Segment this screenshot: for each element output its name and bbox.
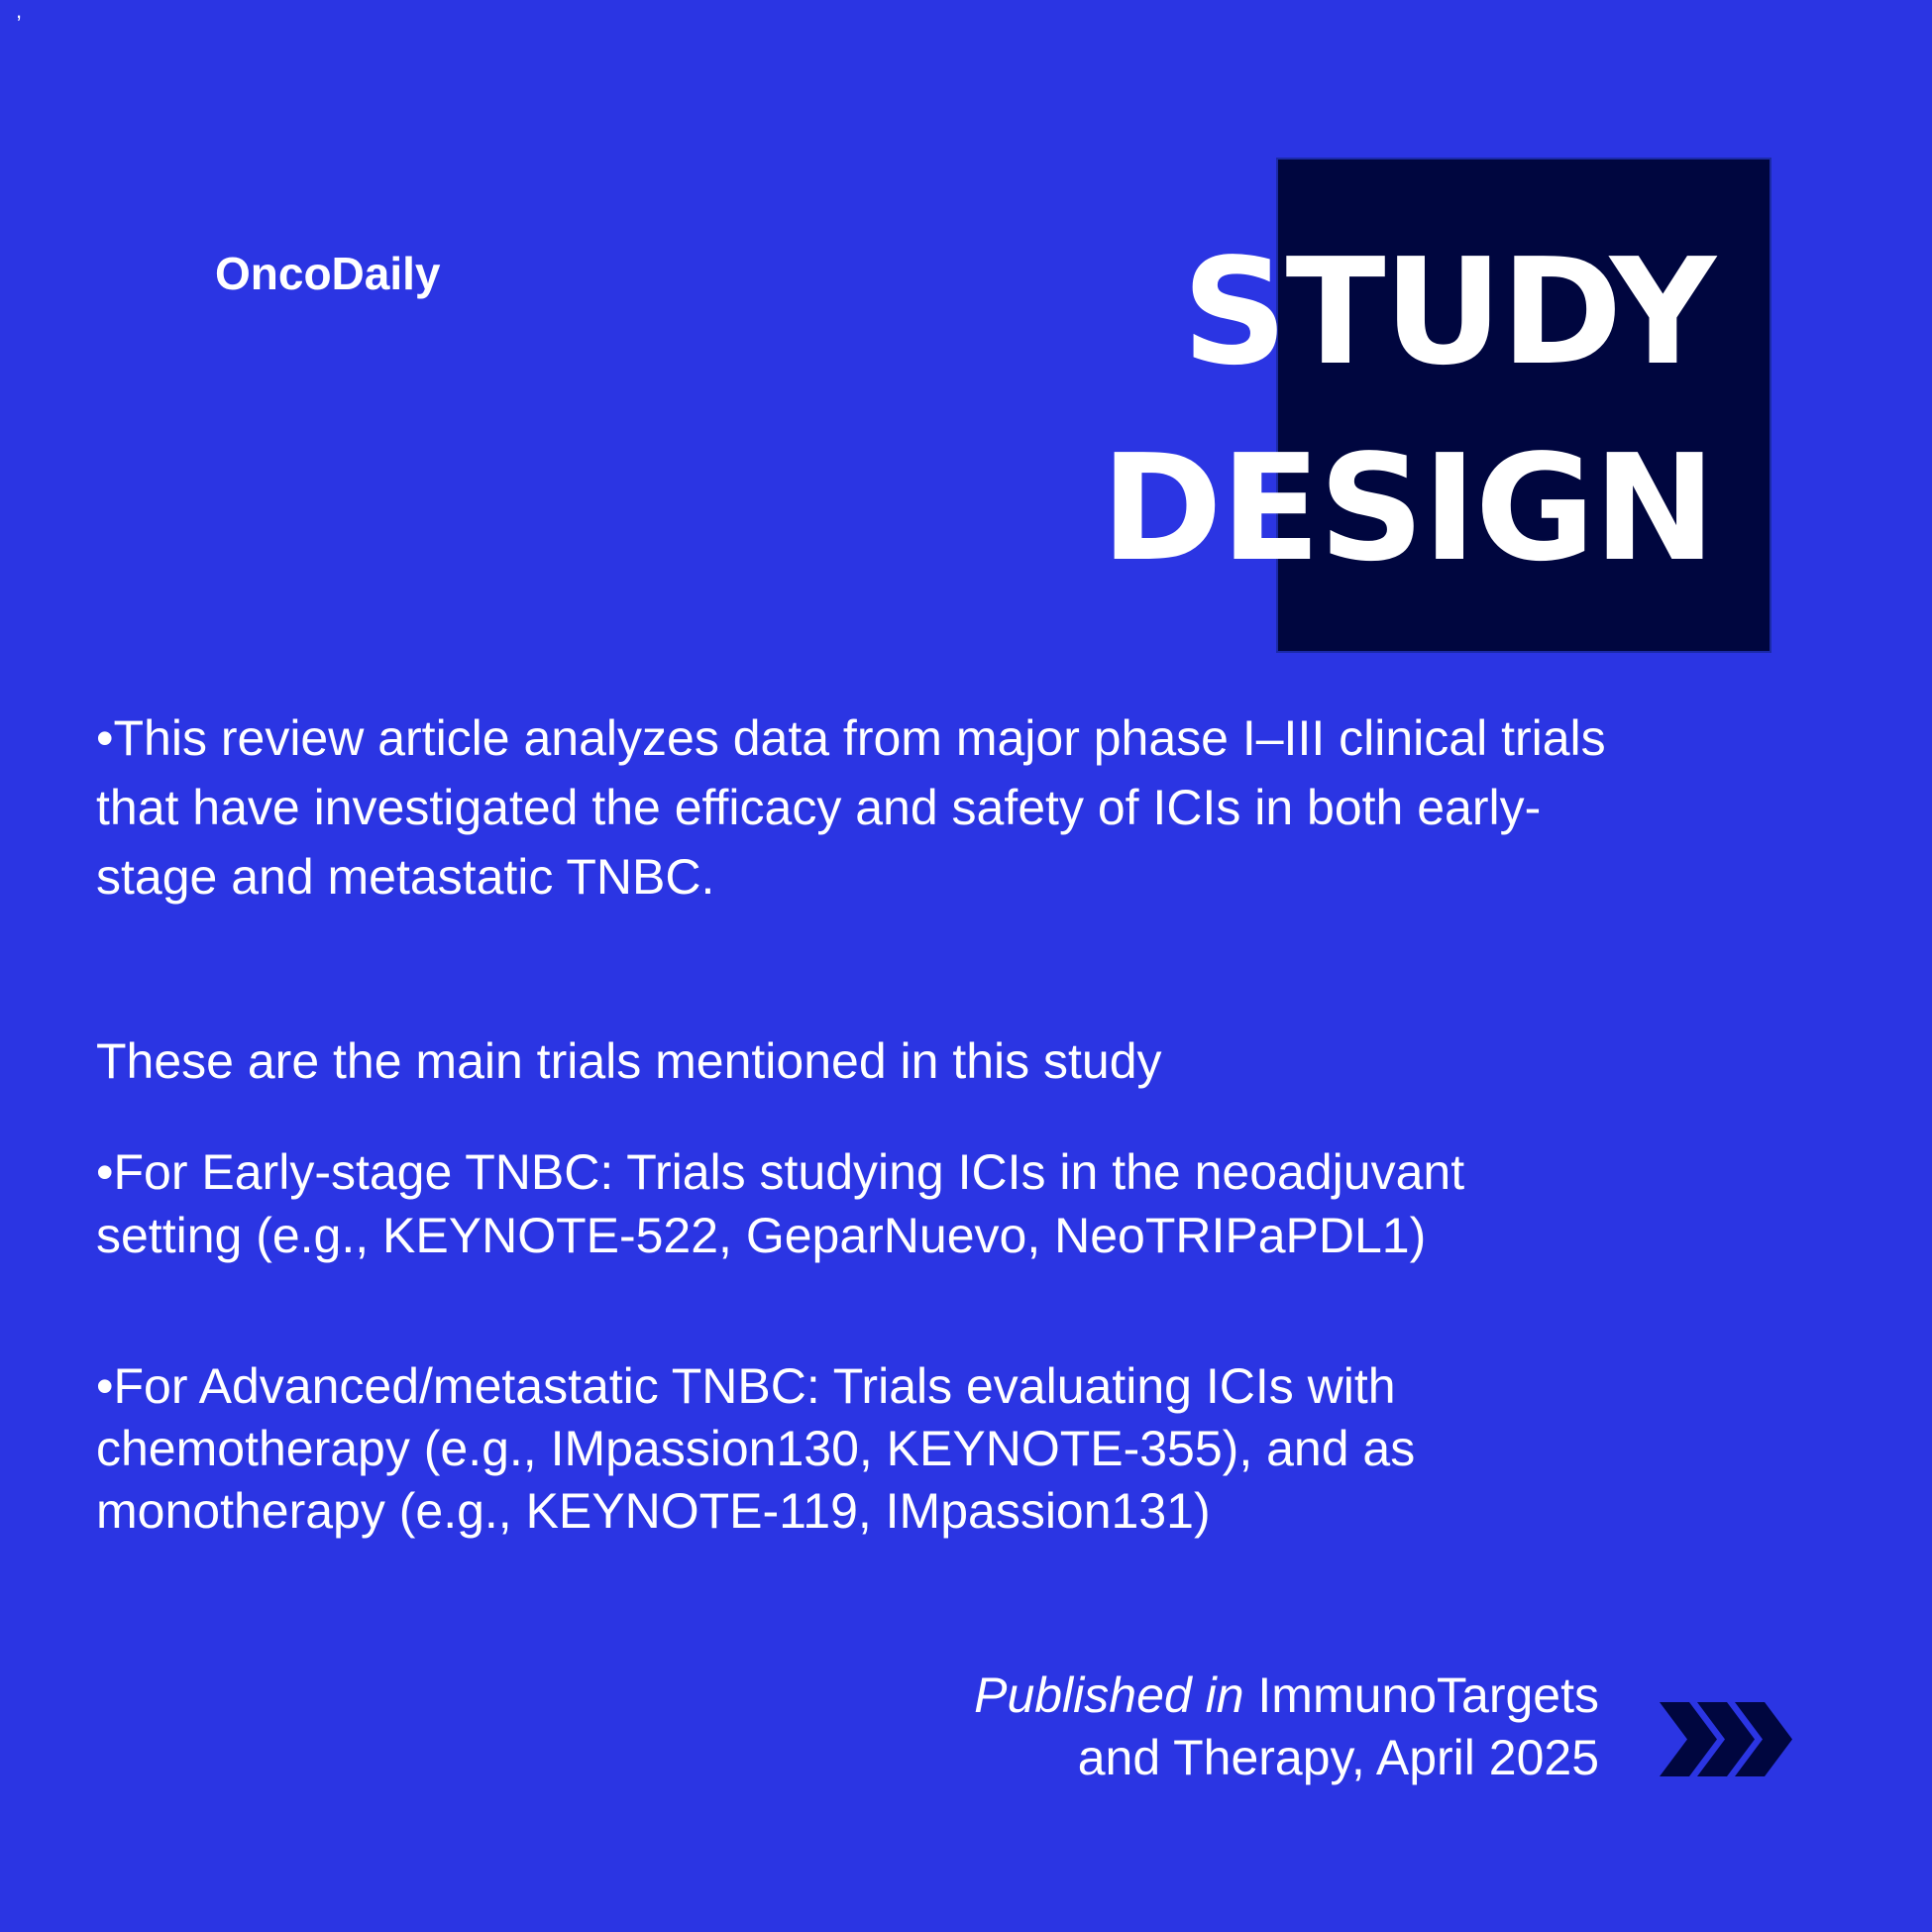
stray-mark: , bbox=[16, 0, 23, 23]
intro-line: •This review article analyzes data from major phase I–III clinical trials bbox=[96, 710, 1606, 766]
metastatic-paragraph bbox=[96, 1355, 1415, 1543]
intro-paragraph bbox=[96, 703, 1606, 912]
publication-prefix: Published in bbox=[974, 1667, 1244, 1723]
brand-name: OncoDaily bbox=[215, 248, 441, 299]
title-line-1: STUDY bbox=[1182, 227, 1714, 397]
intro-line: stage and metastatic TNBC. bbox=[96, 849, 715, 905]
intro-line: that have investigated the efficacy and safety of ICIs in both early- bbox=[96, 780, 1542, 835]
metastatic-line: •For Advanced/metastatic TNBC: Trials evaluating ICIs with bbox=[96, 1358, 1396, 1414]
publication-line-1 bbox=[974, 1664, 1599, 1727]
metastatic-line: chemotherapy (e.g., IMpassion130, KEYNOTE-355), and as bbox=[96, 1421, 1416, 1476]
early-stage-line: setting (e.g., KEYNOTE-522, GeparNuevo, NeoTRIPaPDL1) bbox=[96, 1208, 1427, 1263]
metastatic-line: monotherapy (e.g., KEYNOTE-119, IMpassion131) bbox=[96, 1483, 1211, 1539]
publication-journal: ImmunoTargets bbox=[1243, 1667, 1599, 1723]
trials-heading: These are the main trials mentioned in this study bbox=[96, 1033, 1162, 1089]
triple-chevron-right-icon[interactable] bbox=[1660, 1702, 1803, 1776]
early-stage-line: •For Early-stage TNBC: Trials studying ICIs in the neoadjuvant bbox=[96, 1144, 1465, 1200]
publication-info bbox=[974, 1664, 1599, 1789]
early-stage-paragraph bbox=[96, 1140, 1464, 1267]
title-line-2: DESIGN bbox=[1101, 423, 1714, 593]
publication-line-2: and Therapy, April 2025 bbox=[1077, 1730, 1599, 1785]
